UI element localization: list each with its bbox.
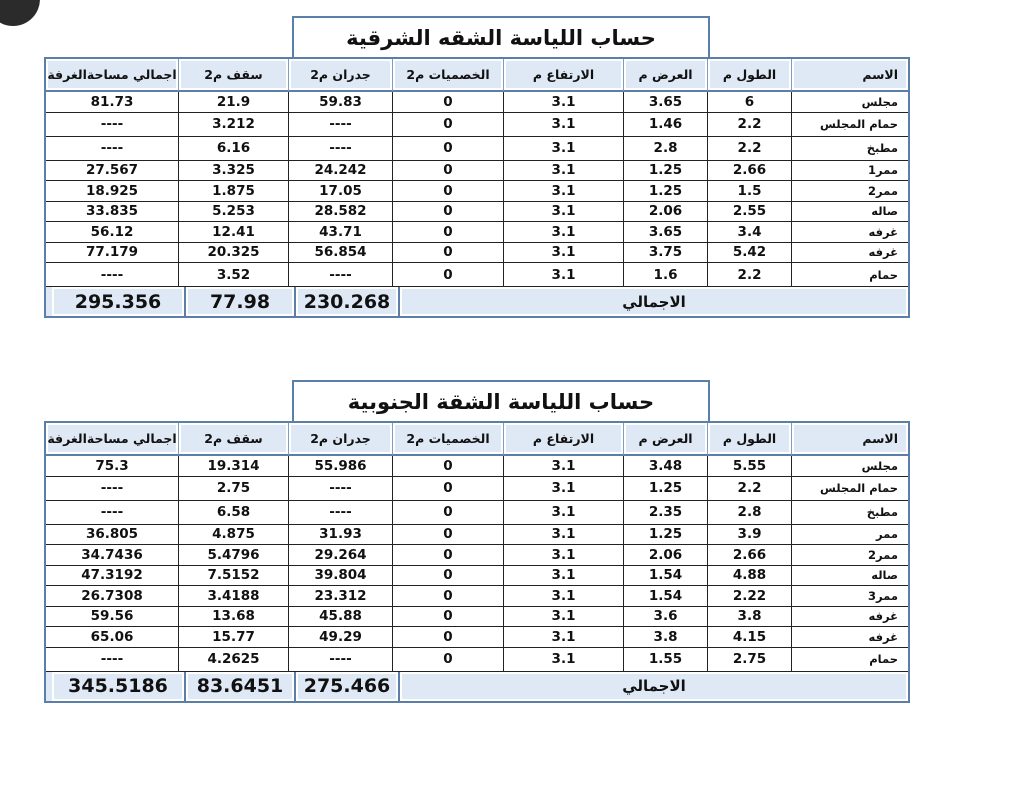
cell-length: 5.55 (707, 456, 791, 477)
cell-length: 2.2 (707, 477, 791, 501)
cell-walls: 59.83 (288, 92, 392, 113)
header-room-total: اجمالي مساحةالغرفة (46, 59, 178, 92)
cell-walls: 55.986 (288, 456, 392, 477)
south-apartment-sheet (44, 380, 910, 703)
cell-height: 3.1 (503, 202, 623, 223)
cell-width: 2.8 (623, 137, 707, 161)
cell-width: 2.35 (623, 501, 707, 525)
cell-width: 1.55 (623, 648, 707, 672)
cell-width: 3.48 (623, 456, 707, 477)
cell-room-total: 81.73 (46, 92, 178, 113)
cell-room-total: 75.3 (46, 456, 178, 477)
east-plaster-table (44, 57, 910, 318)
cell-deductions: 0 (392, 456, 503, 477)
cell-deductions: 0 (392, 92, 503, 113)
cell-width: 1.25 (623, 161, 707, 182)
cell-name: ممر (791, 525, 908, 546)
cell-deductions: 0 (392, 501, 503, 525)
cell-room-total: 56.12 (46, 222, 178, 243)
total-walls: 275.466 (294, 672, 398, 701)
cell-walls: ---- (288, 501, 392, 525)
cell-length: 2.22 (707, 586, 791, 607)
table-row (46, 92, 908, 113)
cell-walls: ---- (288, 648, 392, 672)
cell-ceiling: 5.253 (178, 202, 288, 223)
cell-room-total: 59.56 (46, 607, 178, 628)
cell-width: 3.75 (623, 243, 707, 264)
table-row (46, 113, 908, 137)
cell-ceiling: 12.41 (178, 222, 288, 243)
cell-length: 2.66 (707, 545, 791, 566)
cell-deductions: 0 (392, 566, 503, 587)
south-plaster-table (44, 421, 910, 703)
table-header-row (46, 59, 908, 92)
cell-ceiling: 6.16 (178, 137, 288, 161)
cell-ceiling: 2.75 (178, 477, 288, 501)
cell-length: 2.75 (707, 648, 791, 672)
cell-walls: 29.264 (288, 545, 392, 566)
south-table-title: حساب اللياسة الشقة الجنوبية (292, 380, 710, 421)
table-row (46, 525, 908, 546)
cell-deductions: 0 (392, 263, 503, 287)
header-room-total: اجمالي مساحةالغرفة (46, 423, 178, 456)
cell-length: 1.5 (707, 181, 791, 202)
header-name: الاسم (791, 423, 908, 456)
total-room: 345.5186 (52, 672, 184, 701)
cell-walls: 17.05 (288, 181, 392, 202)
cell-room-total: ---- (46, 113, 178, 137)
cell-room-total: 77.179 (46, 243, 178, 264)
table-row (46, 586, 908, 607)
cell-width: 1.46 (623, 113, 707, 137)
table-row (46, 545, 908, 566)
total-room: 295.356 (52, 287, 184, 316)
cell-height: 3.1 (503, 525, 623, 546)
header-walls: جدران م2 (288, 423, 392, 456)
cell-deductions: 0 (392, 137, 503, 161)
cell-width: 1.25 (623, 181, 707, 202)
cell-name: ممر2 (791, 181, 908, 202)
cell-deductions: 0 (392, 477, 503, 501)
cell-ceiling: 7.5152 (178, 566, 288, 587)
table-row (46, 222, 908, 243)
cell-deductions: 0 (392, 161, 503, 182)
cell-ceiling: 1.875 (178, 181, 288, 202)
header-height: الارتفاع م (503, 423, 623, 456)
cell-name: مطبخ (791, 137, 908, 161)
south-table-body (46, 456, 908, 672)
cell-deductions: 0 (392, 202, 503, 223)
cell-walls: 39.804 (288, 566, 392, 587)
cell-length: 3.9 (707, 525, 791, 546)
cell-width: 3.6 (623, 607, 707, 628)
cell-ceiling: 5.4796 (178, 545, 288, 566)
east-total-row (46, 287, 908, 316)
cell-deductions: 0 (392, 586, 503, 607)
header-height: الارتفاع م (503, 59, 623, 92)
cell-height: 3.1 (503, 501, 623, 525)
cell-ceiling: 19.314 (178, 456, 288, 477)
cell-deductions: 0 (392, 545, 503, 566)
cell-walls: 28.582 (288, 202, 392, 223)
cell-name: حمام المجلس (791, 113, 908, 137)
cell-width: 2.06 (623, 545, 707, 566)
cell-room-total: ---- (46, 648, 178, 672)
cell-height: 3.1 (503, 181, 623, 202)
cell-room-total: 33.835 (46, 202, 178, 223)
cell-width: 1.25 (623, 477, 707, 501)
cell-name: صاله (791, 566, 908, 587)
header-width: العرض م (623, 423, 707, 456)
cell-deductions: 0 (392, 222, 503, 243)
cell-room-total: ---- (46, 263, 178, 287)
cell-length: 3.4 (707, 222, 791, 243)
table-row (46, 137, 908, 161)
cell-deductions: 0 (392, 627, 503, 648)
header-width: العرض م (623, 59, 707, 92)
cell-deductions: 0 (392, 113, 503, 137)
cell-walls: ---- (288, 477, 392, 501)
cell-name: مجلس (791, 92, 908, 113)
cell-room-total: 26.7308 (46, 586, 178, 607)
cell-width: 3.65 (623, 92, 707, 113)
cell-height: 3.1 (503, 566, 623, 587)
cell-name: مطبخ (791, 501, 908, 525)
cell-length: 2.55 (707, 202, 791, 223)
table-row (46, 263, 908, 287)
east-apartment-sheet (44, 16, 910, 318)
cell-length: 5.42 (707, 243, 791, 264)
cell-length: 2.66 (707, 161, 791, 182)
cell-length: 2.2 (707, 263, 791, 287)
cell-width: 3.8 (623, 627, 707, 648)
table-row (46, 566, 908, 587)
cell-deductions: 0 (392, 607, 503, 628)
cell-ceiling: 3.52 (178, 263, 288, 287)
cell-name: حمام المجلس (791, 477, 908, 501)
cell-height: 3.1 (503, 113, 623, 137)
cell-room-total: ---- (46, 501, 178, 525)
header-deductions: الخصميات م2 (392, 423, 503, 456)
cell-walls: ---- (288, 113, 392, 137)
cell-length: 4.88 (707, 566, 791, 587)
cell-room-total: ---- (46, 137, 178, 161)
cell-width: 3.65 (623, 222, 707, 243)
cell-walls: ---- (288, 263, 392, 287)
total-ceiling: 83.6451 (184, 672, 294, 701)
cell-ceiling: 6.58 (178, 501, 288, 525)
cell-deductions: 0 (392, 181, 503, 202)
cell-name: حمام (791, 263, 908, 287)
cell-walls: ---- (288, 137, 392, 161)
cell-width: 1.6 (623, 263, 707, 287)
total-label: الاجمالي (398, 672, 908, 701)
cell-length: 2.2 (707, 137, 791, 161)
total-ceiling: 77.98 (184, 287, 294, 316)
cell-height: 3.1 (503, 137, 623, 161)
cell-deductions: 0 (392, 525, 503, 546)
total-walls: 230.268 (294, 287, 398, 316)
cell-ceiling: 21.9 (178, 92, 288, 113)
cell-ceiling: 15.77 (178, 627, 288, 648)
cell-height: 3.1 (503, 263, 623, 287)
cell-height: 3.1 (503, 545, 623, 566)
cell-height: 3.1 (503, 627, 623, 648)
cell-height: 3.1 (503, 161, 623, 182)
cell-name: غرفه (791, 243, 908, 264)
table-row (46, 243, 908, 264)
cell-room-total: 27.567 (46, 161, 178, 182)
cell-name: صاله (791, 202, 908, 223)
cell-height: 3.1 (503, 92, 623, 113)
cell-walls: 45.88 (288, 607, 392, 628)
table-row (46, 202, 908, 223)
cell-name: حمام (791, 648, 908, 672)
table-row (46, 501, 908, 525)
corner-dot (0, 0, 40, 26)
cell-ceiling: 3.4188 (178, 586, 288, 607)
header-deductions: الخصميات م2 (392, 59, 503, 92)
table-row (46, 456, 908, 477)
cell-room-total: 36.805 (46, 525, 178, 546)
cell-ceiling: 3.212 (178, 113, 288, 137)
header-length: الطول م (707, 423, 791, 456)
header-ceiling: سقف م2 (178, 423, 288, 456)
cell-height: 3.1 (503, 607, 623, 628)
cell-walls: 24.242 (288, 161, 392, 182)
cell-ceiling: 3.325 (178, 161, 288, 182)
cell-deductions: 0 (392, 243, 503, 264)
cell-name: غرفه (791, 607, 908, 628)
table-row (46, 181, 908, 202)
cell-height: 3.1 (503, 243, 623, 264)
cell-walls: 49.29 (288, 627, 392, 648)
cell-walls: 23.312 (288, 586, 392, 607)
cell-room-total: 18.925 (46, 181, 178, 202)
header-name: الاسم (791, 59, 908, 92)
cell-width: 1.54 (623, 586, 707, 607)
cell-width: 2.06 (623, 202, 707, 223)
cell-length: 2.8 (707, 501, 791, 525)
east-table-body (46, 92, 908, 287)
cell-ceiling: 13.68 (178, 607, 288, 628)
cell-ceiling: 4.2625 (178, 648, 288, 672)
table-row (46, 477, 908, 501)
cell-deductions: 0 (392, 648, 503, 672)
cell-height: 3.1 (503, 222, 623, 243)
table-header-row (46, 423, 908, 456)
table-row (46, 648, 908, 672)
table-row (46, 627, 908, 648)
table-row (46, 607, 908, 628)
cell-room-total: ---- (46, 477, 178, 501)
header-walls: جدران م2 (288, 59, 392, 92)
cell-name: ممر1 (791, 161, 908, 182)
cell-name: غرفه (791, 222, 908, 243)
cell-name: ممر2 (791, 545, 908, 566)
cell-name: غرفه (791, 627, 908, 648)
cell-width: 1.25 (623, 525, 707, 546)
cell-walls: 31.93 (288, 525, 392, 546)
cell-height: 3.1 (503, 456, 623, 477)
east-table-title: حساب اللياسة الشقه الشرقية (292, 16, 710, 57)
cell-length: 2.2 (707, 113, 791, 137)
table-row (46, 161, 908, 182)
cell-walls: 56.854 (288, 243, 392, 264)
total-label: الاجمالي (398, 287, 908, 316)
cell-walls: 43.71 (288, 222, 392, 243)
header-length: الطول م (707, 59, 791, 92)
cell-height: 3.1 (503, 648, 623, 672)
cell-name: مجلس (791, 456, 908, 477)
cell-length: 6 (707, 92, 791, 113)
cell-name: ممر3 (791, 586, 908, 607)
cell-length: 3.8 (707, 607, 791, 628)
cell-height: 3.1 (503, 586, 623, 607)
cell-ceiling: 4.875 (178, 525, 288, 546)
cell-height: 3.1 (503, 477, 623, 501)
cell-room-total: 65.06 (46, 627, 178, 648)
cell-room-total: 34.7436 (46, 545, 178, 566)
cell-ceiling: 20.325 (178, 243, 288, 264)
cell-length: 4.15 (707, 627, 791, 648)
header-ceiling: سقف م2 (178, 59, 288, 92)
cell-width: 1.54 (623, 566, 707, 587)
cell-room-total: 47.3192 (46, 566, 178, 587)
south-total-row (46, 672, 908, 701)
